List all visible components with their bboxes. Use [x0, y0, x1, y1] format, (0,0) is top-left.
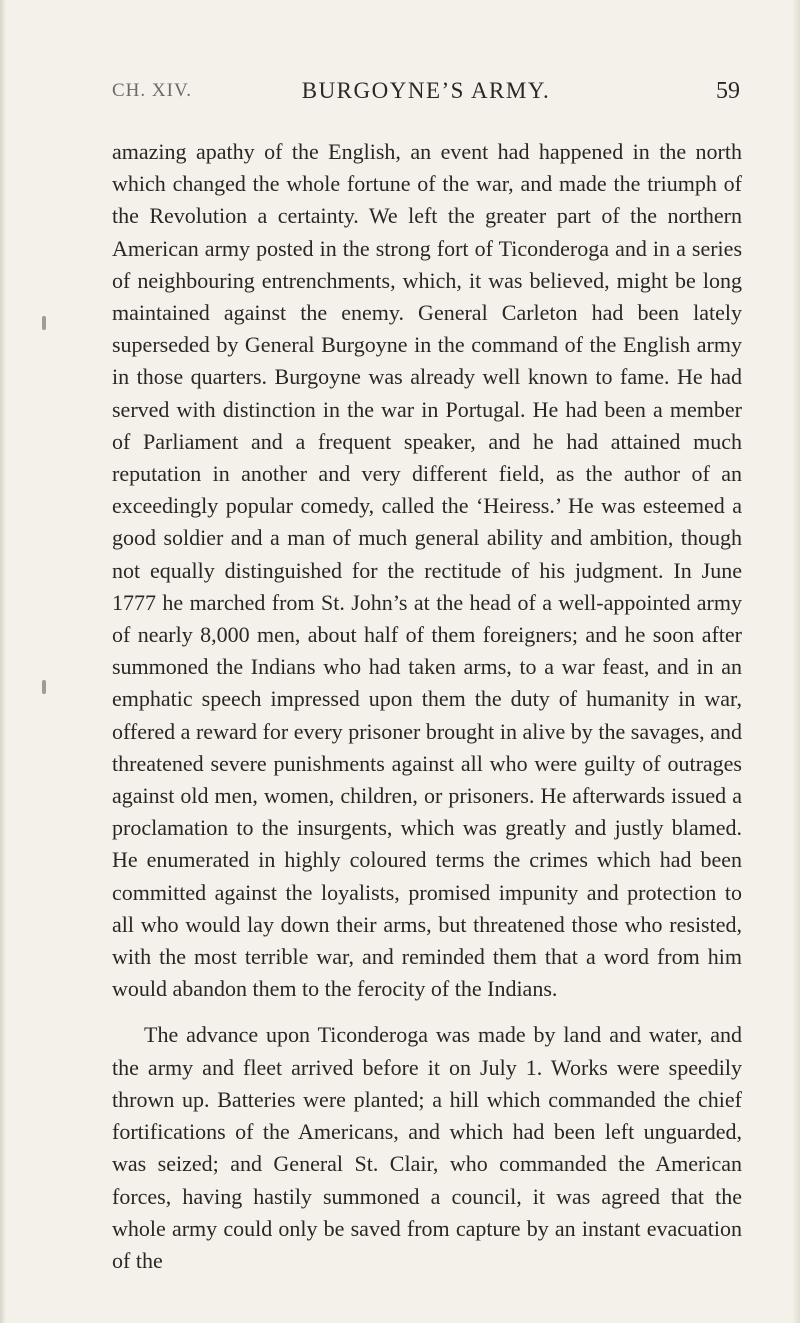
page-edge-shadow	[792, 0, 800, 1323]
margin-mark	[42, 316, 46, 330]
page-gutter-shadow	[0, 0, 6, 1323]
paragraph-2: The advance upon Ticonderoga was made by land and water, and the army and fleet arrived before it on July 1. Works were speedily thrown up. Batteries were planted; a hill which commanded the chief fortifications of the Americans, and which had been left unguarded, was seized; and General St. Clair, who commanded the American forces, having hastily summoned a council, it was agreed that the whole army could only be saved from capture by an instant evacuation of the	[112, 1022, 742, 1273]
running-title: BURGOYNE’S ARMY.	[301, 78, 551, 103]
chapter-label: CH. XIV.	[112, 80, 192, 101]
paragraph-1: amazing apathy of the English, an event had happened in the north which changed the whole fortune of the war, and made the triumph of the Revolution a certainty. We left the greater part of the northern American army posted in the strong fort of Ticonderoga and in a series of neighbouring entrenchments, which, it was believed, might be long maintained against the enemy. General Carleton had been lately superseded by General Burgoyne in the command of the English army in those quarters. Burgoyne was already well known to fame. He had served with distinction in the war in Portugal. He had been a member of Parliament and a frequent speaker, and he had attained much reputation in another and very different field, as the author of an exceedingly popular comedy, called the ‘Heiress.’ He was esteemed a good soldier and a man of much general ability and ambition, though not equally distinguished for the rectitude of his judgment. In June 1777 he marched from St. John’s at the head of a well-appointed army of nearly 8,000 men, about half of them foreigners; and he soon after summoned the Indians who had taken arms, to a war feast, and in an emphatic speech impressed upon them the duty of humanity in war, offered a reward for every prisoner brought in alive by the savages, and threatened severe punishments against all who were guilty of outrages against old men, women, children, or prisoners. He afterwards issued a proclamation to the insurgents, which was greatly and justly blamed. He enumerated in highly coloured terms the crimes which had been committed against the loyalists, promised impunity and protection to all who would lay down their arms, but threatened those who resisted, with the most terrible war, and reminded them that a word from him would abandon them to the ferocity of the Indians.	[112, 139, 742, 1002]
page-number: 59	[716, 78, 740, 104]
body-text	[112, 136, 742, 1277]
margin-mark	[42, 680, 46, 694]
running-head	[112, 78, 740, 108]
